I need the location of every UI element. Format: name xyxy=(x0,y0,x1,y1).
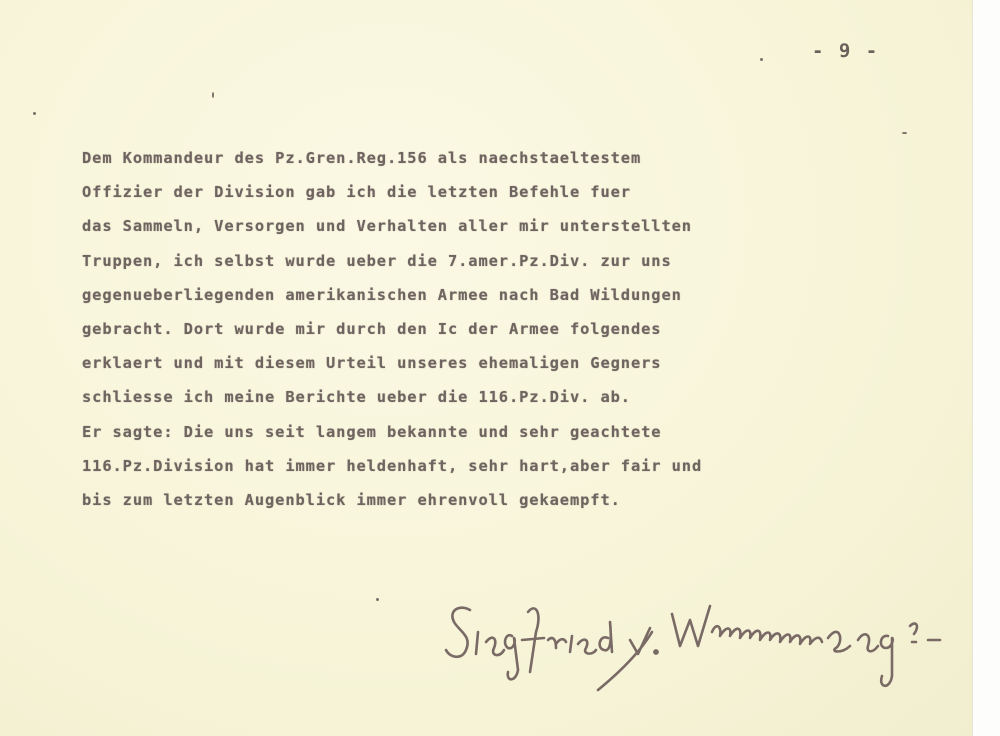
body-line-4: Truppen, ich selbst wurde ueber die 7.amer.Pz.Div. zur uns xyxy=(82,251,672,270)
paper-speck xyxy=(212,92,214,98)
body-line-5: gegenueberliegenden amerikanischen Armee nach Bad Wildungen xyxy=(82,285,682,304)
body-line-8: schliesse ich meine Berichte ueber die 116.Pz.Div. ab. xyxy=(82,388,631,407)
body-line-9: Er sagte: Die uns seit langem bekannte und sehr geachtete xyxy=(82,422,662,441)
body-line-2: Offizier der Division gab ich die letzten Befehle fuer xyxy=(82,183,631,202)
body-line-10: 116.Pz.Division hat immer heldenhaft, sehr hart,aber fair und xyxy=(82,456,703,475)
paper-speck xyxy=(33,112,36,115)
body-line-3: das Sammeln, Versorgen und Verhalten aller mir unterstellten xyxy=(82,217,692,236)
paper-speck xyxy=(902,132,907,134)
body-line-11: bis zum letzten Augenblick immer ehrenvoll gekaempft. xyxy=(82,491,621,510)
typed-body-text xyxy=(82,141,962,517)
scan-margin xyxy=(972,0,1000,736)
handwritten-signature xyxy=(440,592,970,702)
body-line-6: gebracht. Dort wurde mir durch den Ic der Armee folgendes xyxy=(82,320,662,339)
body-line-1: Dem Kommandeur des Pz.Gren.Reg.156 als naechstaeltestem xyxy=(82,149,642,167)
paper-speck xyxy=(376,598,379,601)
paper-speck xyxy=(760,58,763,61)
page-number: - 9 - xyxy=(812,40,880,62)
body-line-7: erklaert und mit diesem Urteil unseres ehemaligen Gegners xyxy=(82,354,662,373)
